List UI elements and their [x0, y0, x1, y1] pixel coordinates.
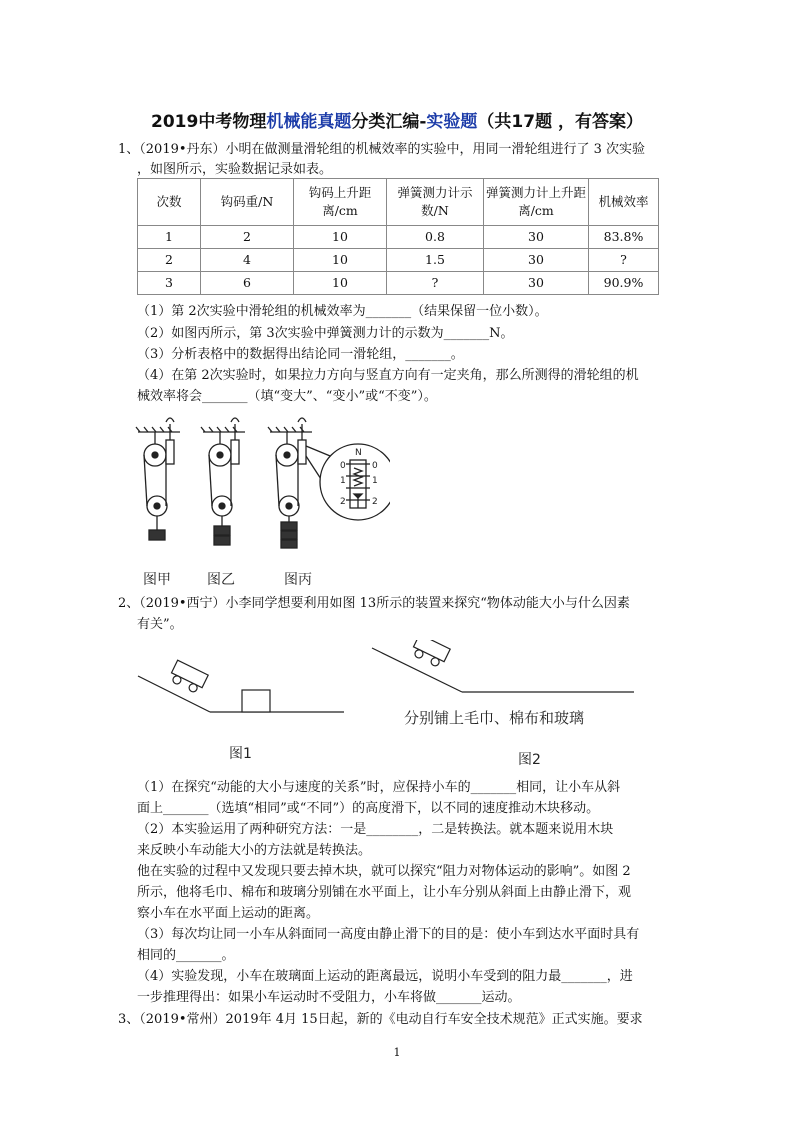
scale-label: 2 [340, 497, 346, 507]
table-cell: 4 [201, 249, 294, 272]
table-cell: 30 [484, 249, 589, 272]
scale-label: N [355, 448, 362, 458]
q2-sub4-line2: 一步推理得出：如果小车运动时不受阻力，小车将做_______运动。 [137, 990, 521, 1005]
table-cell: 1.5 [387, 249, 484, 272]
table-cell: ? [589, 249, 659, 272]
q2-stem-line1: 2、（2019•西宁）小李同学想要利用如图 13所示的装置来探究“物体动能大小与什么因素 [118, 596, 630, 611]
figure-label-jia: 图甲 [143, 572, 171, 588]
table-cell: 30 [484, 226, 589, 249]
figure1-label: 图1 [229, 746, 252, 762]
q2-para-line1: 他在实验的过程中又发现只要去掉木块，就可以探究“阻力对物体运动的影响”。如图 2 [137, 864, 631, 879]
table-header: 弹簧测力计示数/N [387, 179, 484, 226]
pulley-setup-yi [201, 418, 245, 545]
table-row [138, 249, 659, 272]
table-cell: 6 [201, 272, 294, 295]
table-cell: 10 [294, 272, 387, 295]
figure1-incline [138, 660, 344, 712]
table-cell: 2 [201, 226, 294, 249]
table-row [138, 226, 659, 249]
table-cell: 10 [294, 249, 387, 272]
figure-label-yi: 图乙 [207, 572, 235, 588]
q1-sub2: （2）如图丙所示，第 3次实验中弹簧测力计的示数为_______N。 [137, 326, 514, 341]
figure2-note: 分别铺上毛巾、棉布和玻璃 [404, 709, 585, 727]
q1-stem-line1: 1、（2019•丹东）小明在做测量滑轮组的机械效率的实验中，用同一滑轮组进行了 3 次实验 [118, 142, 646, 157]
scale-label: 0 [340, 461, 346, 471]
figure-label-bing: 图丙 [284, 572, 312, 588]
q2-sub4-line1: （4）实验发现，小车在玻璃面上运动的距离最远，说明小车受到的阻力最_______，进 [137, 969, 633, 984]
table-header: 次数 [138, 179, 201, 226]
q2-sub2-line2: 来反映小车动能大小的方法就是转换法。 [137, 843, 372, 858]
table-header: 机械效率 [589, 179, 659, 226]
table-header: 弹簧测力计上升距离/cm [484, 179, 589, 226]
figure2-label: 图2 [518, 752, 541, 768]
q2-sub1-line1: （1）在探究“动能的大小与速度的关系”时，应保持小车的_______相同，让小车从斜 [137, 780, 621, 795]
q1-sub1: （1）第 2次实验中滑轮组的机械效率为_______（结果保留一位小数）。 [137, 304, 548, 319]
pulley-figures [130, 410, 390, 560]
q2-sub2-line1: （2）本实验运用了两种研究方法：一是________，二是转换法。就本题来说用木块 [137, 822, 614, 837]
q2-para-line3: 察小车在水平面上运动的距离。 [137, 906, 320, 921]
q1-data-table [137, 178, 659, 295]
table-cell: ? [387, 272, 484, 295]
q2-stem-line2: 有关”。 [137, 617, 183, 632]
page-title: 2019中考物理机械能真题分类汇编-实验题（共17题 ，有答案） [151, 112, 643, 132]
table-cell: 30 [484, 272, 589, 295]
pulley-setup-jia [136, 418, 180, 540]
table-cell: 10 [294, 226, 387, 249]
q2-sub1-line2: 面上_______（选填“相同”或“不同”）的高度滑下，以不同的速度推动木块移动。 [137, 801, 600, 816]
table-cell: 2 [138, 249, 201, 272]
table-header: 钩码重/N [201, 179, 294, 226]
q2-sub3-line2: 相同的_______。 [137, 948, 235, 963]
table-cell: 90.9% [589, 272, 659, 295]
scale-label: 0 [372, 461, 378, 471]
table-cell: 1 [138, 226, 201, 249]
q1-stem-line2: ，如图所示，实验数据记录如表。 [137, 162, 333, 177]
table-row [138, 272, 659, 295]
scale-label: 2 [372, 497, 378, 507]
wood-block [242, 690, 270, 712]
table-cell: 83.8% [589, 226, 659, 249]
scale-label: 1 [372, 476, 378, 486]
q2-sub3-line1: （3）每次均让同一小车从斜面同一高度由静止滑下的目的是：使小车到达水平面时具有 [137, 927, 640, 942]
q1-sub3: （3）分析表格中的数据得出结论同一滑轮组，_______。 [137, 347, 464, 362]
table-cell: 3 [138, 272, 201, 295]
figure2-incline [372, 640, 634, 692]
scale-label: 1 [340, 476, 346, 486]
page-number: 1 [393, 1046, 401, 1059]
table-header-row [138, 179, 659, 226]
table-cell: 0.8 [387, 226, 484, 249]
q2-para-line2: 所示，他将毛巾、棉布和玻璃分别铺在水平面上，让小车分别从斜面上由静止滑下，观 [137, 885, 632, 900]
table-header: 钩码上升距离/cm [294, 179, 387, 226]
q1-sub4-line2: 械效率将会_______（填“变大”、“变小”或“不变”）。 [137, 389, 437, 404]
q3-stem-line1: 3、（2019•常州）2019年 4月 15日起，新的《电动自行车安全技术规范》正式实施。要求 [118, 1012, 643, 1027]
q1-sub4-line1: （4）在第 2次实验时，如果拉力方向与竖直方向有一定夹角，那么所测得的滑轮组的机 [137, 368, 639, 383]
